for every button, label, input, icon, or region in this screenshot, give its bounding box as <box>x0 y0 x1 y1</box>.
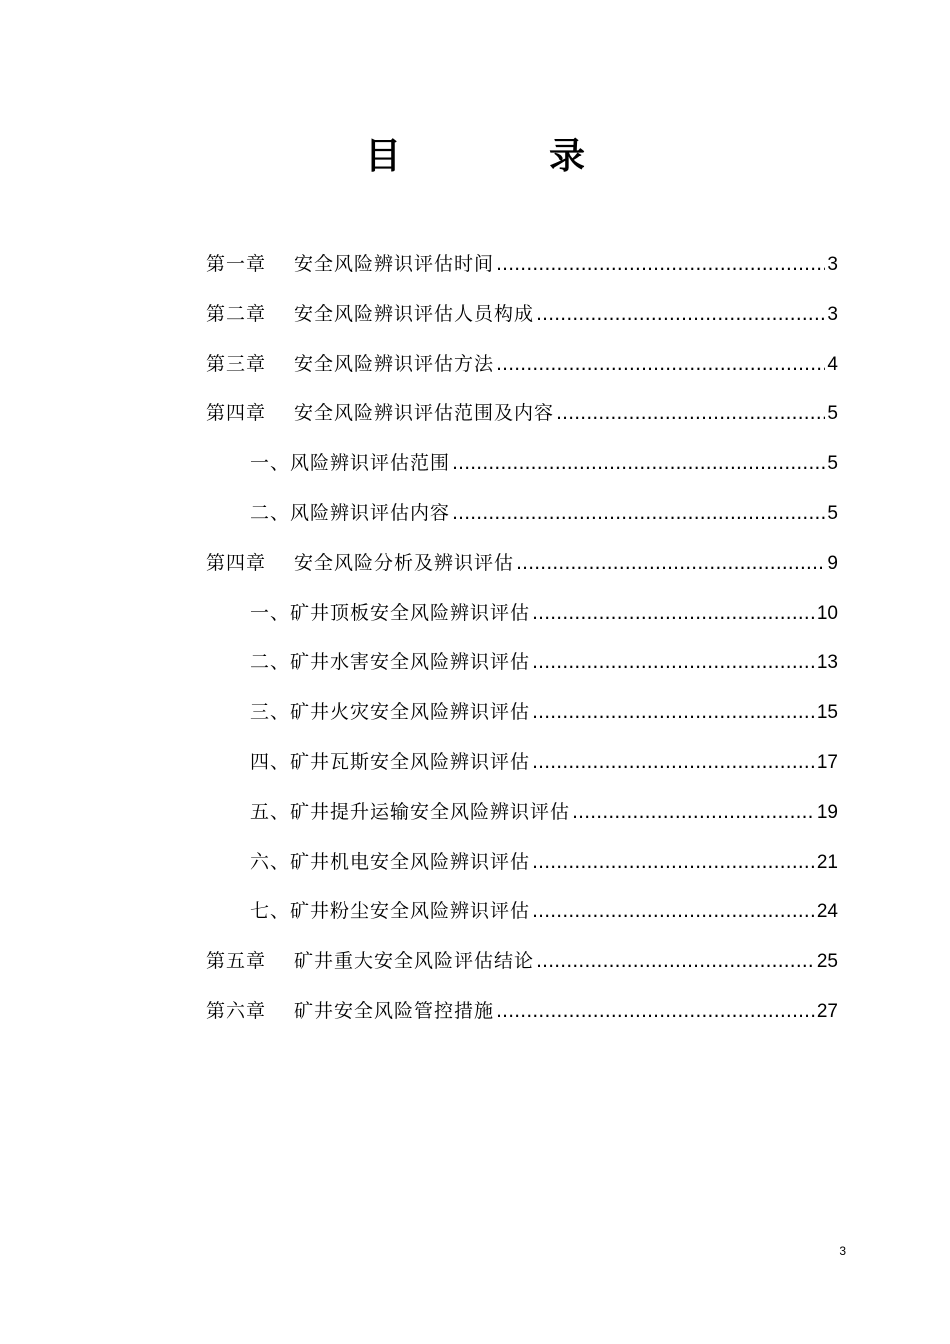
toc-page-number: 24 <box>816 901 838 923</box>
toc-entry[interactable] <box>206 294 838 344</box>
toc-page-number: 21 <box>816 851 838 873</box>
toc-entry[interactable] <box>206 344 838 394</box>
toc-page-number: 13 <box>816 652 838 674</box>
toc-entry-title: 一、矿井顶板安全风险辨识评估 <box>250 601 531 624</box>
toc-dot-leader <box>536 294 825 334</box>
toc-subentry[interactable] <box>206 642 838 692</box>
toc-entry[interactable] <box>206 244 838 294</box>
toc-entry-title: 矿井重大安全风险评估结论 <box>294 950 535 973</box>
toc-entry[interactable] <box>206 941 838 991</box>
toc-dot-leader <box>532 742 815 782</box>
toc-dot-leader <box>532 642 815 682</box>
toc-dot-leader <box>556 393 825 433</box>
toc-chapter-label: 第一章 <box>206 253 267 275</box>
toc-dot-leader <box>532 593 815 633</box>
toc-entry-title: 五、矿井提升运输安全风险辨识评估 <box>250 800 571 823</box>
toc-entry-title: 矿井安全风险管控措施 <box>294 999 495 1022</box>
toc-entry-title: 六、矿井机电安全风险辨识评估 <box>250 850 531 873</box>
toc-subentry[interactable] <box>206 842 838 892</box>
toc-dot-leader <box>496 991 815 1031</box>
toc-page-number: 9 <box>827 552 838 574</box>
toc-subentry[interactable] <box>206 742 838 792</box>
toc-entry-title: 三、矿井火灾安全风险辨识评估 <box>250 701 531 724</box>
toc-entry-title: 安全风险辨识评估时间 <box>294 253 495 275</box>
toc-chapter-label: 第六章 <box>206 999 267 1022</box>
toc-dot-leader <box>532 842 815 882</box>
toc-page-number: 25 <box>816 951 838 973</box>
toc-entry[interactable] <box>206 393 838 443</box>
toc-entry-title: 安全风险辨识评估方法 <box>294 352 495 375</box>
toc-entry-title: 安全风险分析及辨识评估 <box>294 551 515 574</box>
page-title: 目 录 <box>364 135 641 177</box>
toc-entry-title: 安全风险辨识评估范围及内容 <box>294 402 555 425</box>
toc-entry-title: 七、矿井粉尘安全风险辨识评估 <box>250 900 531 923</box>
footer-page-number: 3 <box>839 1244 846 1258</box>
toc-subentry[interactable] <box>206 692 838 742</box>
toc-page-number: 15 <box>816 702 838 724</box>
toc-entry-title: 四、矿井瓦斯安全风险辨识评估 <box>250 750 531 773</box>
toc-subentry[interactable] <box>206 493 838 543</box>
toc-entry-title: 二、矿井水害安全风险辨识评估 <box>250 651 531 674</box>
toc-page-number: 19 <box>816 801 838 823</box>
toc-dot-leader <box>452 443 825 483</box>
toc-subentry[interactable] <box>206 443 838 493</box>
toc-entry-title: 安全风险辨识评估人员构成 <box>294 302 535 325</box>
toc-page-number: 3 <box>827 254 838 275</box>
toc-dot-leader <box>452 493 825 533</box>
toc-dot-leader <box>536 941 815 981</box>
toc-chapter-label: 第四章 <box>206 551 267 574</box>
toc-dot-leader <box>496 244 825 284</box>
toc-subentry[interactable] <box>206 891 838 941</box>
toc-page-number: 5 <box>827 453 838 475</box>
toc-dot-leader <box>532 692 815 732</box>
toc-entry[interactable] <box>206 543 838 593</box>
table-of-contents <box>206 244 838 1041</box>
toc-dot-leader <box>532 891 815 931</box>
toc-page-number: 3 <box>827 303 838 325</box>
toc-dot-leader <box>572 792 815 832</box>
toc-entry-title: 二、风险辨识评估内容 <box>250 501 451 524</box>
toc-chapter-label: 第三章 <box>206 352 267 375</box>
toc-chapter-label: 第五章 <box>206 950 267 973</box>
toc-page-number: 27 <box>816 1000 838 1022</box>
toc-entry[interactable] <box>206 991 838 1041</box>
toc-page-number: 17 <box>816 751 838 773</box>
toc-page-number: 4 <box>827 353 838 375</box>
toc-subentry[interactable] <box>206 593 838 643</box>
toc-dot-leader <box>496 344 825 384</box>
toc-page-number: 10 <box>816 602 838 624</box>
toc-subentry[interactable] <box>206 792 838 842</box>
toc-page-number: 5 <box>827 403 838 425</box>
toc-page-number: 5 <box>827 502 838 524</box>
toc-chapter-label: 第二章 <box>206 302 267 325</box>
toc-dot-leader <box>516 543 825 583</box>
toc-chapter-label: 第四章 <box>206 402 267 425</box>
toc-entry-title: 一、风险辨识评估范围 <box>250 452 451 475</box>
